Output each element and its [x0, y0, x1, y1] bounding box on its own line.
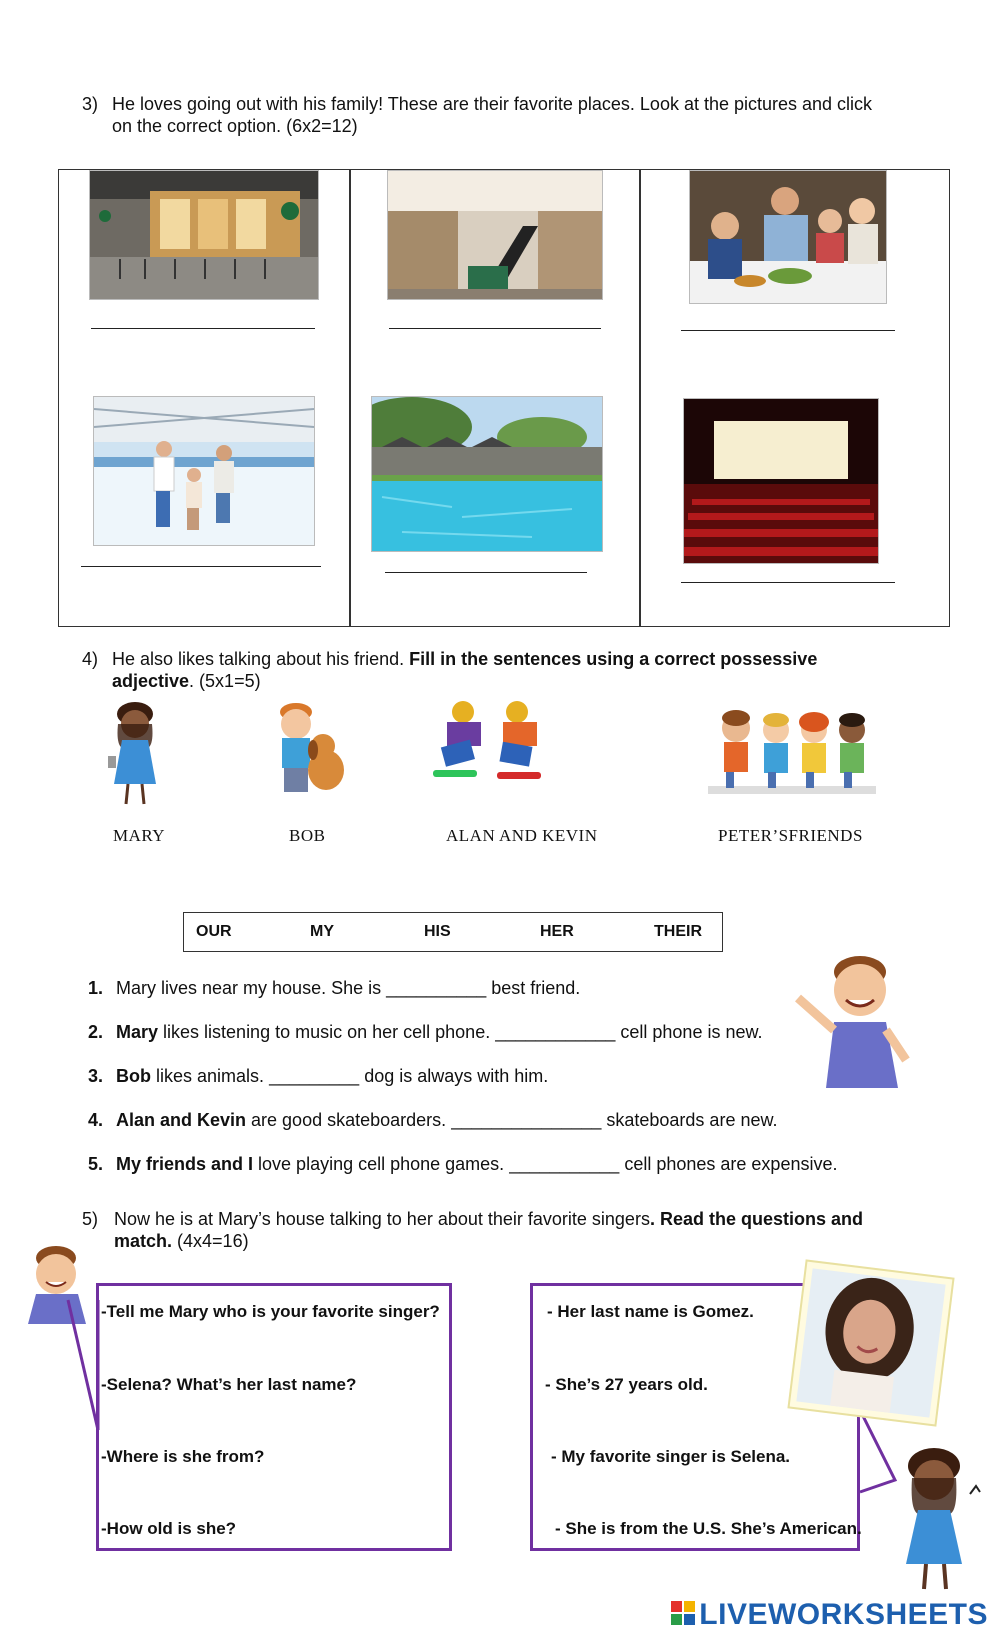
sentence-subject: Mary	[116, 1022, 159, 1042]
match-answer[interactable]: - She’s 27 years old.	[545, 1375, 708, 1394]
word-option[interactable]: OUR	[196, 923, 232, 940]
restaurant-photo	[689, 170, 887, 304]
boy-avatar	[22, 1244, 92, 1324]
sentence-blank[interactable]: ___________	[509, 1154, 620, 1174]
liveworksheets-logo	[671, 1598, 988, 1632]
sentence-text: cell phone is new.	[620, 1022, 763, 1042]
ice-rink-illustration	[94, 397, 314, 545]
answer-blank[interactable]	[681, 330, 895, 331]
sentence-text: dog is always with him.	[364, 1066, 549, 1086]
ice-rink-photo	[93, 396, 315, 546]
question-3-text-line2: on the correct option. (6x2=12)	[112, 116, 358, 136]
answer-blank[interactable]	[681, 582, 895, 583]
peters-friends-image	[708, 700, 876, 810]
sentence-3	[88, 1066, 548, 1087]
sentence-text: are good skateboarders.	[246, 1110, 447, 1130]
sentence-subject: My friends and I	[116, 1154, 254, 1174]
match-question[interactable]: -Where is she from?	[101, 1447, 265, 1466]
question-5	[82, 1208, 962, 1252]
match-answer[interactable]: - She is from the U.S. She’s American.	[555, 1519, 862, 1538]
character-label: BOB	[289, 826, 326, 845]
question-number: 4)	[82, 649, 99, 669]
boy-pointing-illustration	[790, 950, 910, 1090]
selena-illustration	[790, 1262, 953, 1425]
question-number: 3)	[82, 94, 99, 114]
cinema-photo	[683, 398, 879, 564]
match-question[interactable]: -How old is she?	[101, 1519, 237, 1538]
pictures-grid	[58, 169, 950, 627]
question-5-instruction: . Read the questions and	[649, 1209, 863, 1229]
sentence-text: likes listening to music on her cell phone.	[158, 1022, 491, 1042]
question-number: 5)	[82, 1209, 99, 1229]
sentence-2	[88, 1022, 762, 1043]
sentence-blank[interactable]: _______________	[451, 1110, 602, 1130]
question-3	[82, 93, 962, 137]
logo-icon	[671, 1601, 697, 1627]
cinema-illustration	[684, 399, 878, 563]
sentence-5	[88, 1154, 837, 1175]
bob-image	[268, 700, 348, 796]
match-question[interactable]: -Tell me Mary who is your favorite singer?	[101, 1302, 440, 1321]
sentence-number: 4.	[88, 1110, 104, 1130]
match-answer[interactable]: - My favorite singer is Selena.	[551, 1447, 791, 1466]
sentence-text: best friend.	[491, 978, 581, 998]
question-4-text: He also likes talking about his friend.	[112, 649, 410, 669]
question-5-instruction-end: match.	[114, 1231, 173, 1251]
sentence-4	[88, 1110, 777, 1131]
cafe-photo	[89, 170, 319, 300]
sentence-number: 2.	[88, 1022, 104, 1042]
sentence-subject: Bob	[116, 1066, 151, 1086]
boy-pointing-image	[790, 950, 910, 1090]
question-5-points: (4x4=16)	[172, 1231, 249, 1251]
answer-blank[interactable]	[91, 328, 315, 329]
match-answer[interactable]: - Her last name is Gomez.	[547, 1302, 754, 1321]
cafe-illustration	[90, 171, 318, 299]
mall-photo	[387, 170, 603, 300]
sentence-blank[interactable]: _________	[269, 1066, 360, 1086]
match-question[interactable]: -Selena? What’s her last name?	[101, 1375, 357, 1394]
sentence-text: cell phones are expensive.	[624, 1154, 838, 1174]
question-3-text-line1: He loves going out with his family! These are their favorite places. Look at the pictures and click	[112, 94, 873, 114]
sentence-blank[interactable]: ____________	[495, 1022, 616, 1042]
bob-illustration	[268, 700, 348, 796]
character-label: MARY	[113, 826, 166, 845]
sentence-text: likes animals.	[151, 1066, 265, 1086]
mary-avatar	[890, 1444, 990, 1594]
sentence-1	[88, 978, 580, 999]
sentence-subject: Alan and Kevin	[116, 1110, 247, 1130]
friends-illustration	[708, 700, 876, 810]
questions-box	[96, 1283, 452, 1551]
word-option[interactable]: THEIR	[654, 923, 702, 940]
alan-and-kevin-image	[425, 700, 555, 792]
sentence-text: skateboards are new.	[606, 1110, 778, 1130]
question-4-instruction-end: adjective	[112, 671, 190, 691]
logo-text: LIVEWORKSHEETS	[699, 1598, 988, 1631]
question-4-points: . (5x1=5)	[189, 671, 261, 691]
grid-divider	[639, 170, 641, 626]
grid-divider	[349, 170, 351, 626]
character-label: PETER’SFRIENDS	[718, 826, 863, 845]
mary-illustration	[100, 700, 170, 812]
sentence-number: 3.	[88, 1066, 104, 1086]
question-4-instruction: Fill in the sentences using a correct possessive	[409, 649, 818, 669]
character-label: ALAN AND KEVIN	[446, 826, 598, 845]
mary-avatar-illustration	[890, 1444, 990, 1594]
pool-illustration	[372, 397, 602, 551]
restaurant-illustration	[690, 171, 886, 303]
selena-photo	[787, 1259, 954, 1426]
mary-image	[100, 700, 170, 812]
boy-avatar-illustration	[22, 1244, 92, 1324]
question-4	[82, 648, 962, 692]
answer-blank[interactable]	[385, 572, 587, 573]
word-option[interactable]: MY	[310, 923, 334, 940]
question-5-text: Now he is at Mary’s house talking to her about their favorite singers	[114, 1209, 650, 1229]
word-option[interactable]: HIS	[424, 923, 451, 940]
answer-blank[interactable]	[389, 328, 601, 329]
sentence-text: love playing cell phone games.	[253, 1154, 505, 1174]
mall-illustration	[388, 171, 602, 299]
sentence-number: 1.	[88, 978, 104, 998]
sentence-blank[interactable]: __________	[386, 978, 487, 998]
pool-photo	[371, 396, 603, 552]
sentence-number: 5.	[88, 1154, 104, 1174]
sentence-text: Mary lives near my house. She is	[116, 978, 382, 998]
skateboarders-illustration	[425, 700, 555, 792]
answer-blank[interactable]	[81, 566, 321, 567]
word-bank	[183, 912, 723, 952]
word-option[interactable]: HER	[540, 923, 574, 940]
